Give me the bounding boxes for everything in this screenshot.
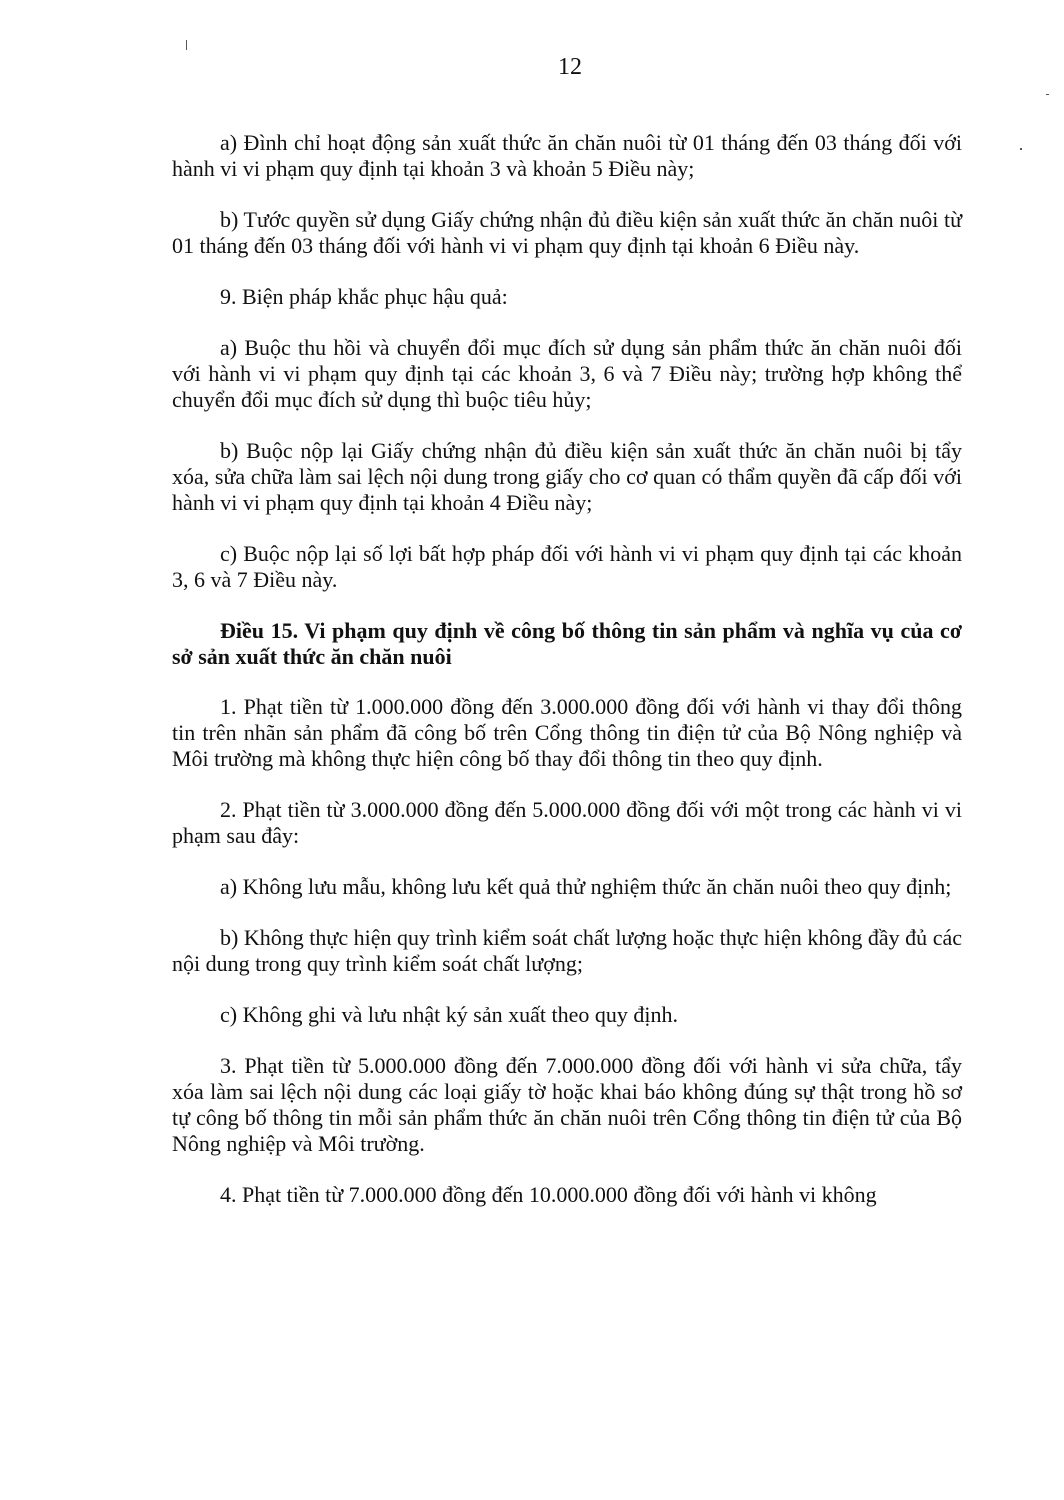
article-15-clause-2: 2. Phạt tiền từ 3.000.000 đồng đến 5.000.000 đồng đối với một trong các hành vi vi phạm sau đây: [172, 797, 962, 848]
paragraph-9c: c) Buộc nộp lại số lợi bất hợp pháp đối với hành vi vi phạm quy định tại các khoản 3, 6 và 7 Điều này. [172, 541, 962, 592]
article-15-clause-1: 1. Phạt tiền từ 1.000.000 đồng đến 3.000.000 đồng đối với hành vi thay đổi thông tin trên nhãn sản phẩm đã công bố trên Cổng thông tin điện tử của Bộ Nông nghiệp và Môi trường mà không thực hiện công bố thay đổi thông tin theo quy định. [172, 694, 962, 771]
scan-speck [1020, 148, 1022, 150]
paragraph-9b: b) Buộc nộp lại Giấy chứng nhận đủ điều kiện sản xuất thức ăn chăn nuôi bị tẩy xóa, sửa chữa làm sai lệch nội dung trong giấy cho cơ quan có thẩm quyền đã cấp đối với hành vi vi phạm quy định tại khoản 4 Điều này; [172, 438, 962, 515]
article-15-heading: Điều 15. Vi phạm quy định về công bố thông tin sản phẩm và nghĩa vụ của cơ sở sản xuất thức ăn chăn nuôi [172, 618, 962, 669]
paragraph-9: 9. Biện pháp khắc phục hậu quả: [220, 284, 508, 309]
scan-speck [1046, 94, 1049, 95]
scan-speck [186, 40, 187, 50]
paragraph-8a: a) Đình chỉ hoạt động sản xuất thức ăn chăn nuôi từ 01 tháng đến 03 tháng đối với hành vi vi phạm quy định tại khoản 3 và khoản 5 Điều này; [172, 130, 962, 181]
document-body [172, 130, 962, 1233]
paragraph-9a: a) Buộc thu hồi và chuyển đổi mục đích sử dụng sản phẩm thức ăn chăn nuôi đối với hành vi vi phạm quy định tại các khoản 3, 6 và 7 Điều này; trường hợp không thể chuyển đổi mục đích sử dụng thì buộc tiêu hủy; [172, 335, 962, 412]
article-15-clause-2b: b) Không thực hiện quy trình kiểm soát chất lượng hoặc thực hiện không đầy đủ các nội dung trong quy trình kiểm soát chất lượng; [172, 925, 962, 976]
paragraph-8b: b) Tước quyền sử dụng Giấy chứng nhận đủ điều kiện sản xuất thức ăn chăn nuôi từ 01 tháng đến 03 tháng đối với hành vi vi phạm quy định tại khoản 6 Điều này. [172, 207, 962, 258]
article-15-clause-3: 3. Phạt tiền từ 5.000.000 đồng đến 7.000.000 đồng đối với hành vi sửa chữa, tẩy xóa làm sai lệch nội dung các loại giấy tờ hoặc khai báo không đúng sự thật trong hồ sơ tự công bố thông tin mỗi sản phẩm thức ăn chăn nuôi trên Cổng thông tin điện tử của Bộ Nông nghiệp và Môi trường. [172, 1053, 962, 1156]
article-15-clause-2c: c) Không ghi và lưu nhật ký sản xuất theo quy định. [220, 1002, 678, 1027]
page-number: 12 [558, 54, 582, 80]
article-15-clause-4: 4. Phạt tiền từ 7.000.000 đồng đến 10.000.000 đồng đối với hành vi không [220, 1182, 877, 1207]
article-15-clause-2a: a) Không lưu mẫu, không lưu kết quả thử nghiệm thức ăn chăn nuôi theo quy định; [220, 874, 952, 899]
